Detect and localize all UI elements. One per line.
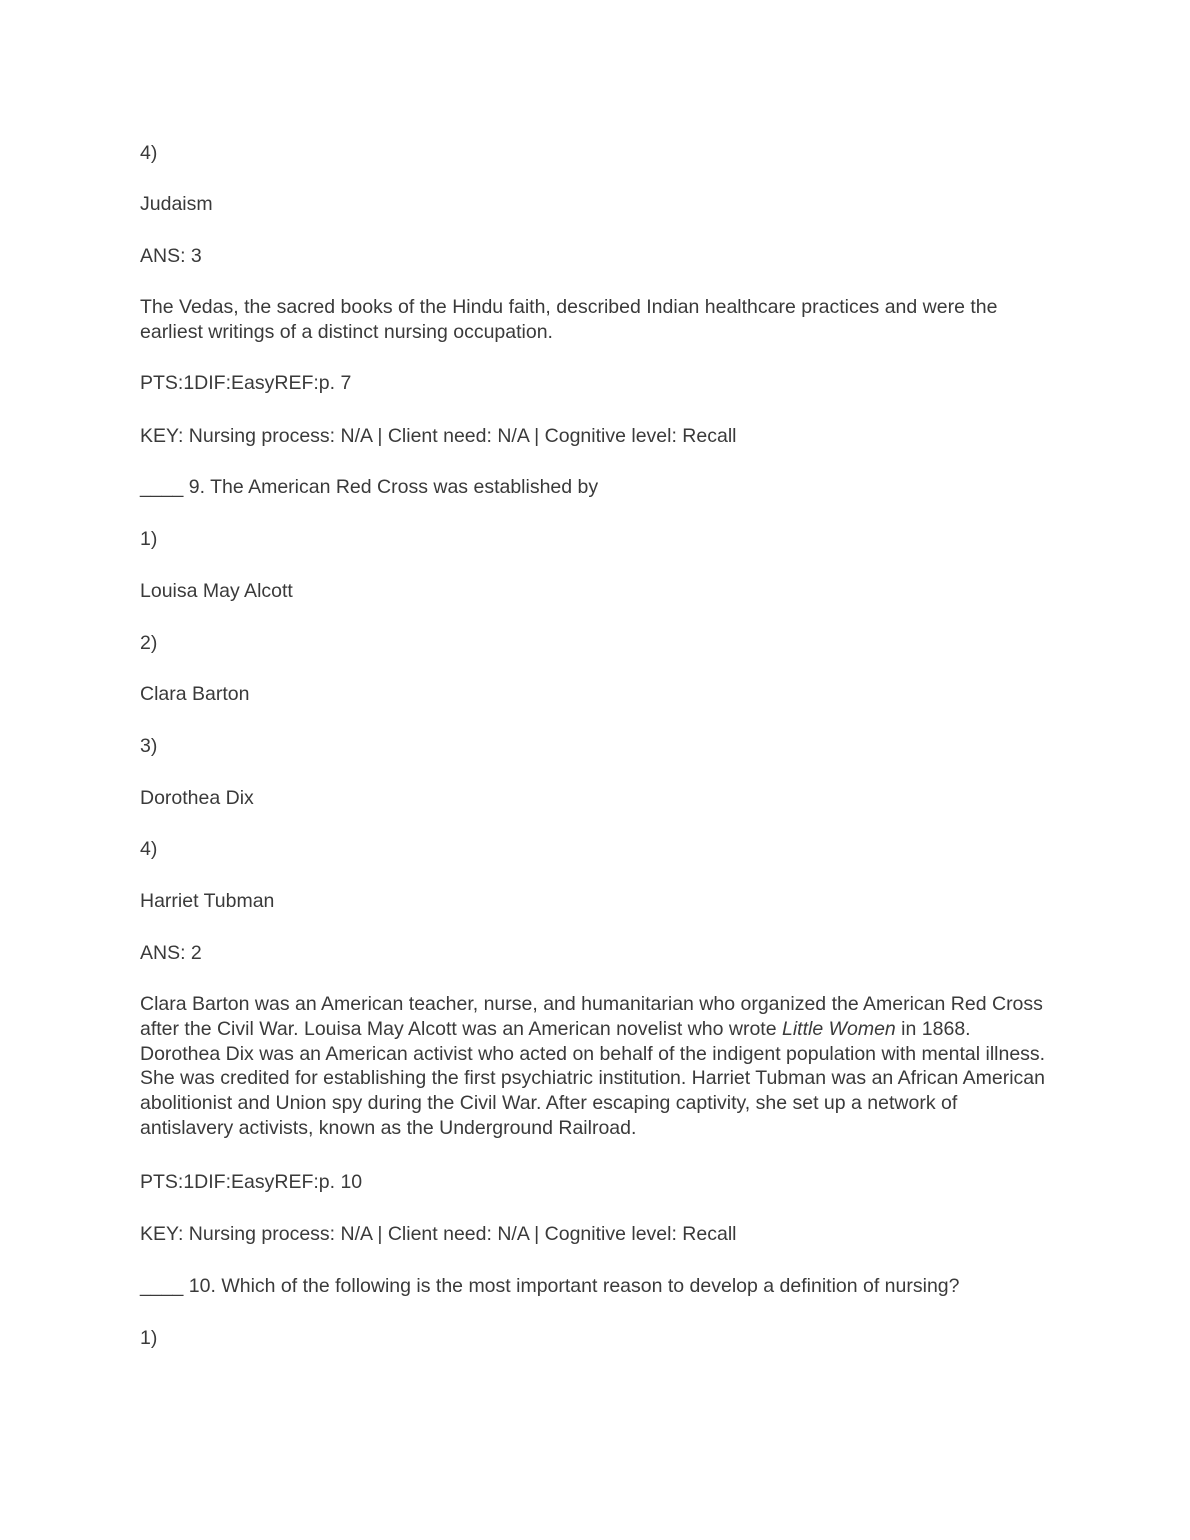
q9-option-3-text: Dorothea Dix <box>140 787 254 809</box>
q8-key-meta: KEY: Nursing process: N/A | Client need: N/A | Cognitive level: Recall <box>140 425 737 447</box>
q9-points-meta: PTS:1DIF:EasyREF:p. 10 <box>140 1171 363 1193</box>
q9-option-3-number: 3) <box>140 735 158 757</box>
q8-option-4-text: Judaism <box>140 193 213 215</box>
q9-option-2-text: Clara Barton <box>140 683 250 705</box>
q10-question: ____ 10. Which of the following is the most important reason to develop a definition of nursing? <box>140 1275 960 1297</box>
q9-answer: ANS: 2 <box>140 942 202 964</box>
q8-option-4-number: 4) <box>140 142 158 164</box>
q9-key-meta: KEY: Nursing process: N/A | Client need: N/A | Cognitive level: Recall <box>140 1223 737 1245</box>
q9-option-2-number: 2) <box>140 632 158 654</box>
q9-option-4-number: 4) <box>140 838 158 860</box>
q10-option-1-number: 1) <box>140 1327 158 1349</box>
q9-rationale-book-title: Little Women <box>781 1017 896 1040</box>
q9-rationale-part1: Clara Barton was an American teacher, nurse, and humanitarian who organized the American Red Cross after the Civil War. Louisa May Alcott was an American novelist who wrote <box>140 993 1043 1040</box>
q9-option-1-number: 1) <box>140 528 158 550</box>
q8-rationale: The Vedas, the sacred books of the Hindu faith, described Indian healthcare practices and were the earliest writings of a distinct nursing occupation. <box>140 296 998 343</box>
q9-rationale <box>140 992 1055 1141</box>
q9-rationale-part2: in 1868. Dorothea Dix was an American activist who acted on behalf of the indigent population with mental illness. She was credited for establishing the first psychiatric institution. Harriet Tubman was an African American abolitionist and Union spy during the Civil War. After escaping captivity, she set up a network of antislavery activists, known as the Underground Railroad. <box>140 1017 1046 1139</box>
q8-answer: ANS: 3 <box>140 245 202 267</box>
q9-question: ____ 9. The American Red Cross was established by <box>140 476 599 498</box>
q9-option-1-text: Louisa May Alcott <box>140 580 293 602</box>
q9-option-4-text: Harriet Tubman <box>140 890 275 912</box>
q8-points-meta: PTS:1DIF:EasyREF:p. 7 <box>140 372 352 394</box>
